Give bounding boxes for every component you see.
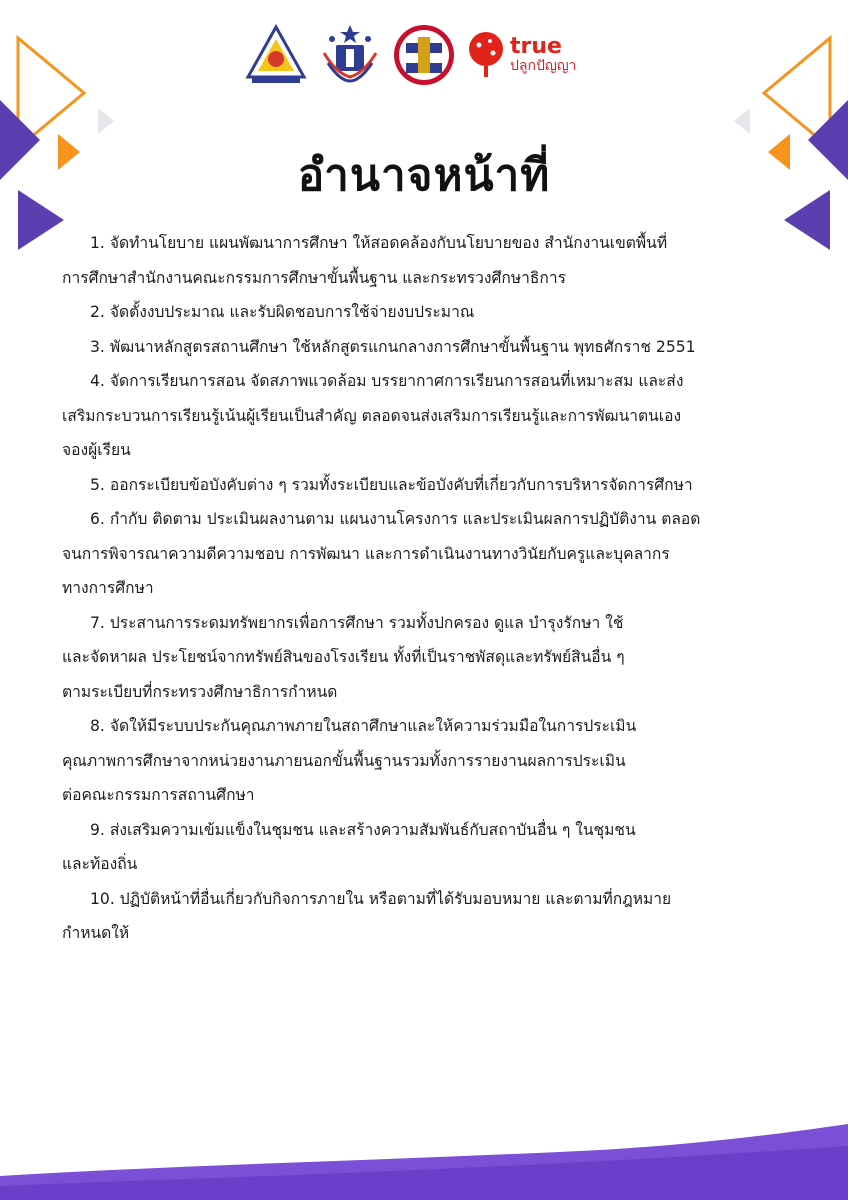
duty-item-continuation-line: และท้องถิ่น — [62, 855, 138, 873]
duty-item-continuation-line: การศึกษาสำนักงานคณะกรรมการศึกษาขั้นพื้นฐาน และกระทรวงศึกษาธิการ — [62, 268, 566, 287]
duty-item-first-line: 3. พัฒนาหลักสูตรสถานศึกษา ใช้หลักสูตรแกนกลางการศึกษาขั้นพื้นฐาน พุทธศักราช 2551 — [90, 337, 696, 356]
duty-item-first-line: 7. ประสานการระดมทรัพยากรเพื่อการศึกษา รวมทั้งปกครอง ดูแล บำรุงรักษา ใช้ — [90, 613, 624, 632]
duty-item-first-line: 1. จัดทำนโยบาย แผนพัฒนาการศึกษา ให้สอดคล้องกับนโยบายของ สำนักงานเขตพื้นที่ — [90, 234, 668, 252]
duty-item-continuation-line: และจัดหาผล ประโยชน์จากทรัพย์สินของโรงเรียน ทั้งที่เป็นราชพัสดุและทรัพย์สินอื่น ๆ — [62, 648, 625, 666]
duties-list — [62, 226, 792, 951]
education-ministry-logo — [318, 23, 382, 87]
duty-item — [62, 502, 792, 606]
duty-item-continuation-line: คุณภาพการศึกษาจากหน่วยงานภายนอกขั้นพื้นฐานรวมทั้งการรายงานผลการประเมิน — [62, 751, 626, 770]
page-title: อำนาจหน้าที่ — [297, 150, 551, 201]
duty-item — [62, 709, 792, 813]
school-emblem-logo — [244, 23, 308, 87]
duty-item-continuation-line: ทางการศึกษา — [62, 579, 154, 597]
duty-item — [62, 606, 792, 710]
duty-item-first-line: 2. จัดตั้งงบประมาณ และรับผิดชอบการใช้จ่ายงบประมาณ — [90, 303, 475, 321]
duty-item — [62, 295, 792, 330]
duty-item — [62, 330, 792, 365]
duty-item — [62, 468, 792, 503]
plook-panya-text: ปลูกปัญญา — [510, 58, 577, 74]
duty-item-first-line: 5. ออกระเบียบข้อบังคับต่าง ๆ รวมทั้งระเบียบและข้อบังคับที่เกี่ยวกับการบริหารจัดการศึกษา — [90, 475, 693, 494]
bottom-wave-decoration — [0, 1120, 848, 1200]
duty-item — [62, 882, 792, 951]
header-logos — [244, 22, 594, 88]
duty-item-continuation-line: เสริมกระบวนการเรียนรู้เน้นผู้เรียนเป็นสำคัญ ตลอดจนส่งเสริมการเรียนรู้และการพัฒนาตนเอง — [62, 406, 682, 425]
duty-item-first-line: 4. จัดการเรียนการสอน จัดสภาพแวดล้อม บรรยากาศการเรียนการสอนที่เหมาะสม และส่ง — [90, 372, 684, 390]
true-plook-panya-logo — [466, 31, 594, 79]
tree-icon — [466, 31, 506, 79]
duty-item-first-line: 9. ส่งเสริมความเข้มแข็งในชุมชน และสร้างความสัมพันธ์กับสถาบันอื่น ๆ ในชุมชน — [90, 820, 636, 839]
duty-item-continuation-line: จนการพิจารณาความดีความชอบ การพัฒนา และการดำเนินงานทางวินัยกับครูและบุคลากร — [62, 544, 670, 563]
duty-item — [62, 813, 792, 882]
duty-item — [62, 226, 792, 295]
duty-item-continuation-line: ต่อคณะกรรมการสถานศึกษา — [62, 786, 255, 804]
duty-item-continuation-line: จองผู้เรียน — [62, 441, 131, 459]
true-brand-text: true — [510, 34, 562, 59]
duty-item-first-line: 8. จัดให้มีระบบประกันคุณภาพภายในสถาศึกษาและให้ความร่วมมือในการประเมิน — [90, 717, 637, 735]
duty-item-first-line: 6. กำกับ ติดตาม ประเมินผลงานตาม แผนงานโครงการ และประเมินผลการปฏิบัติงาน ตลอด — [90, 510, 701, 528]
duty-item-continuation-line: ตามระเบียบที่กระทรวงศึกษาธิการกำหนด — [62, 682, 338, 701]
duty-item-first-line: 10. ปฏิบัติหน้าที่อื่นเกี่ยวกับกิจการภายใน หรือตามที่ได้รับมอบหมาย และตามที่กฎหมาย — [90, 889, 672, 908]
obec-emblem-logo — [392, 23, 456, 87]
duty-item — [62, 364, 792, 468]
duty-item-continuation-line: กำหนดให้ — [62, 924, 130, 942]
